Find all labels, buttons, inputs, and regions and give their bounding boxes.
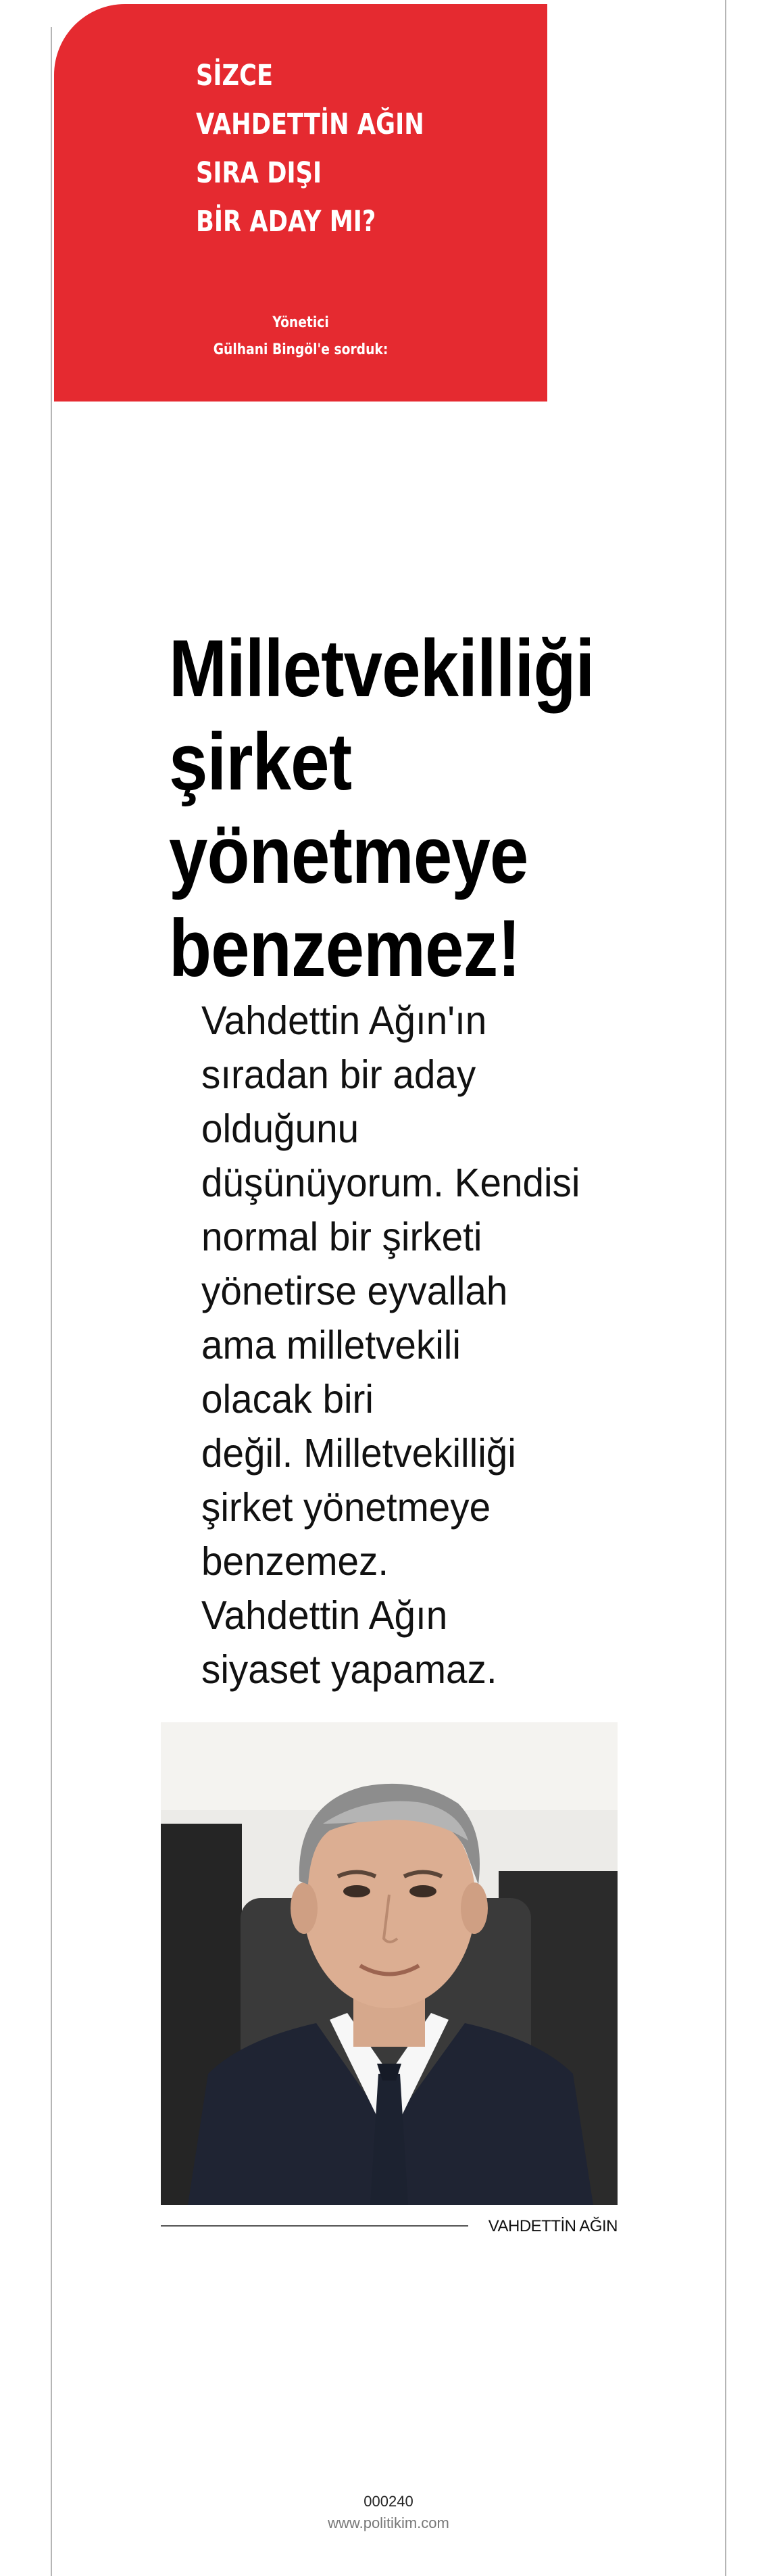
footer-url[interactable]: www.politikim.com (328, 2514, 449, 2531)
body-line: olduğunu (201, 1107, 359, 1151)
body-line: yönetirse eyvallah (201, 1269, 508, 1313)
portrait-illustration (161, 1722, 618, 2205)
body-line: ama milletvekili (201, 1323, 461, 1367)
headline (169, 622, 692, 995)
photo-caption: VAHDETTİN AĞIN (488, 2217, 618, 2235)
body-line: düşünüyorum. Kendisi (201, 1161, 580, 1205)
question-line: SIRA DIŞI (196, 156, 322, 190)
body-line: şirket yönetmeye (201, 1485, 491, 1530)
portrait-photo (161, 1722, 618, 2205)
caption-rule (161, 2225, 468, 2227)
body-line: benzemez. (201, 1539, 389, 1584)
page-border-left (51, 27, 52, 2576)
body-line: olacak biri (201, 1377, 374, 1421)
body-line: Vahdettin Ağın'ın (201, 998, 487, 1043)
headline-line: yönetmeye (169, 810, 528, 900)
question-title (196, 51, 424, 246)
body-line: siyaset yapamaz. (201, 1647, 497, 1692)
question-sub-line: Yönetici (272, 314, 329, 331)
body-line: değil. Milletvekilliği (201, 1431, 516, 1476)
body-line: sıradan bir aday (201, 1052, 476, 1097)
body-line: normal bir şirketi (201, 1215, 482, 1259)
question-line: SİZCE (196, 59, 274, 93)
headline-line: şirket (169, 716, 352, 807)
headline-line: Milletvekilliği (169, 623, 595, 714)
question-box (54, 4, 547, 402)
page-border-right (725, 0, 726, 2576)
body-line: Vahdettin Ağın (201, 1593, 448, 1638)
question-sub-line: Gülhani Bingöl'e sorduk: (213, 341, 388, 358)
body-text (201, 994, 616, 1697)
question-line: BİR ADAY MI? (196, 205, 376, 239)
page-number: 000240 (364, 2493, 413, 2510)
question-subtitle (91, 310, 511, 364)
question-line: VAHDETTİN AĞIN (196, 107, 424, 141)
headline-line: benzemez! (169, 903, 520, 994)
